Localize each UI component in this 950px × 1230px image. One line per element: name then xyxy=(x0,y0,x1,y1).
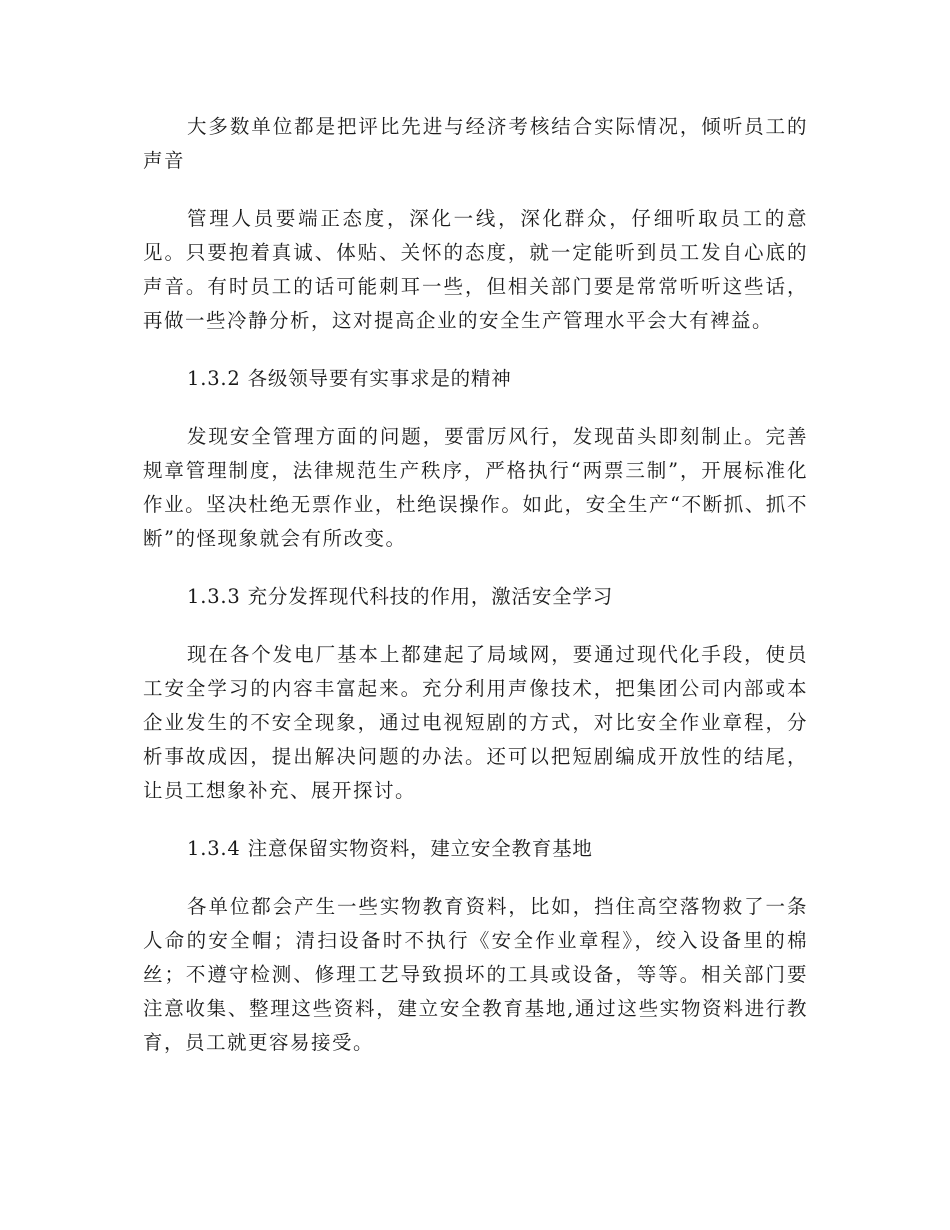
body-paragraph: 大多数单位都是把评比先进与经济考核结合实际情况，倾听员工的声音 xyxy=(143,115,808,172)
body-paragraph: 发现安全管理方面的问题，要雷厉风行，发现苗头即刻制止。完善规章管理制度，法律规范生产秩序，严格执行“两票三制”，开展标准化作业。坚决杜绝无票作业，杜绝误操作。如此，安全生产“不断抓、抓不断”的怪现象就会有所改变。 xyxy=(143,425,808,550)
section-heading: 1.3.3 充分发挥现代科技的作用，激活安全学习 xyxy=(187,585,614,608)
section-heading: 1.3.2 各级领导要有实事求是的精神 xyxy=(187,367,512,390)
document-body xyxy=(143,110,808,1084)
body-paragraph: 各单位都会产生一些实物教育资料，比如，挡住高空落物救了一条人命的安全帽；清扫设备时不执行《安全作业章程》，绞入设备里的棉丝；不遵守检测、修理工艺导致损坏的工具或设备，等等。相关部门要注意收集、整理这些资料，建立安全教育基地,通过这些实物资料进行教育，员工就更容易接受。 xyxy=(143,895,808,1054)
section-heading: 1.3.4 注意保留实物资料，建立安全教育基地 xyxy=(187,837,593,860)
body-paragraph: 管理人员要端正态度，深化一线，深化群众，仔细听取员工的意见。只要抱着真诚、体贴、关怀的态度，就一定能听到员工发自心底的声音。有时员工的话可能刺耳一些，但相关部门要是常常听听这些话，再做一些冷静分析，这对提高企业的安全生产管理水平会大有裨益。 xyxy=(143,207,808,332)
body-paragraph: 现在各个发电厂基本上都建起了局域网，要通过现代化手段，使员工安全学习的内容丰富起来。充分利用声像技术，把集团公司内部或本企业发生的不安全现象，通过电视短剧的方式，对比安全作业章程，分析事故成因，提出解决问题的办法。还可以把短剧编成开放性的结尾，让员工想象补充、展开探讨。 xyxy=(143,643,808,802)
